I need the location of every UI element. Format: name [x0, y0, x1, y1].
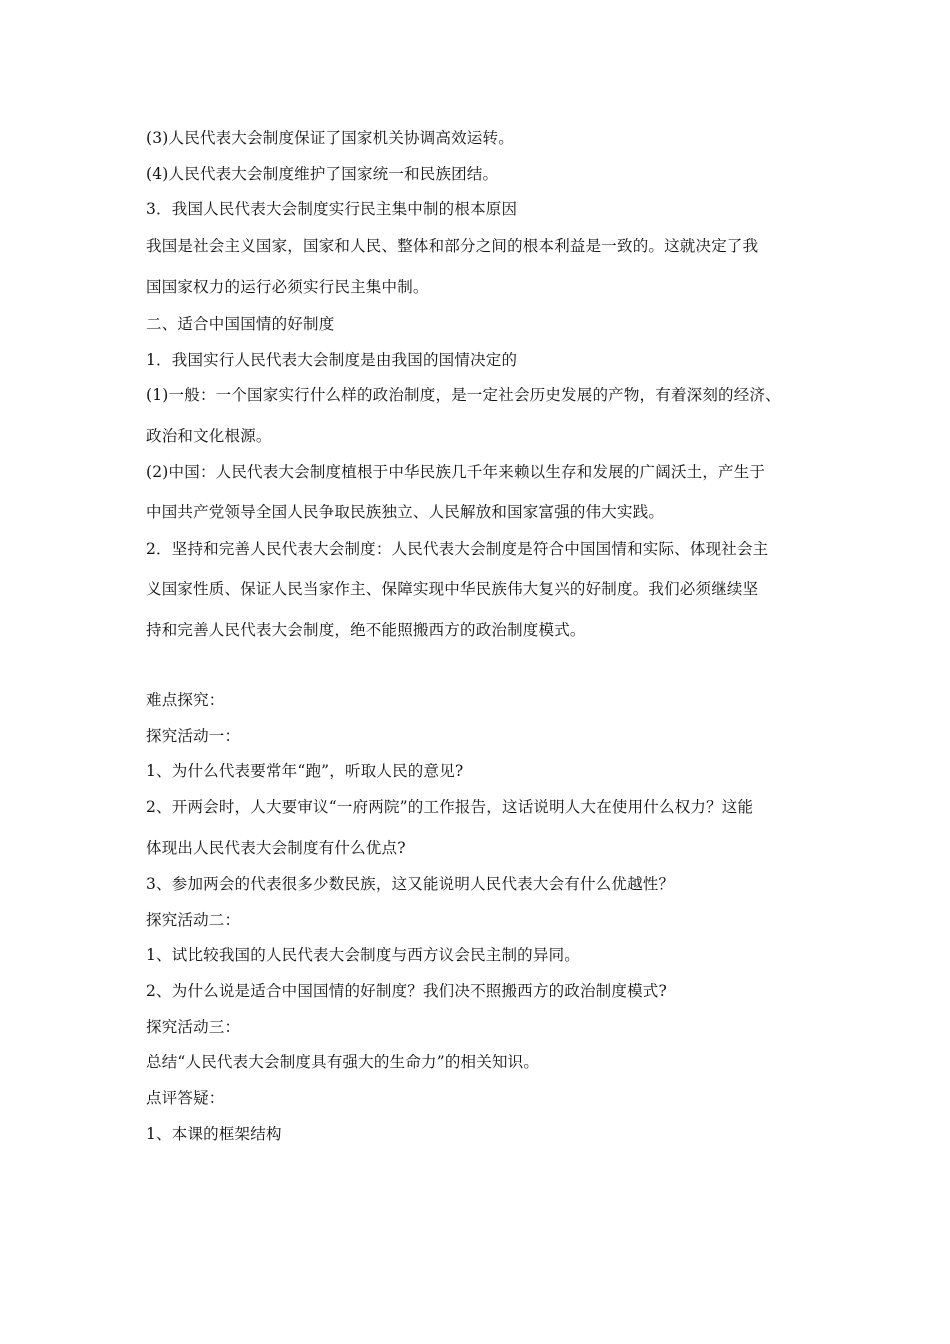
text-line: 3、参加两会的代表很多少数民族，这又能说明人民代表大会有什么优越性？ — [146, 875, 675, 893]
section-heading: 探究活动二： — [146, 911, 241, 929]
section-heading: 探究活动一： — [146, 727, 241, 745]
text-line: 政治和文化根源。 — [146, 427, 272, 445]
text-line: 总结“人民代表大会制度具有强大的生命力”的相关知识。 — [146, 1053, 540, 1071]
section-heading: 探究活动三： — [146, 1018, 241, 1036]
text-line: (1)一般：一个国家实行什么样的政治制度，是一定社会历史发展的产物，有着深刻的经济、 — [146, 386, 781, 404]
text-line: 3．我国人民代表大会制度实行民主集中制的根本原因 — [146, 200, 518, 218]
text-line: 中国共产党领导全国人民争取民族独立、人民解放和国家富强的伟大实践。 — [146, 503, 665, 521]
text-line: 持和完善人民代表大会制度，绝不能照搬西方的政治制度模式。 — [146, 621, 586, 639]
text-line: 1．我国实行人民代表大会制度是由我国的国情决定的 — [146, 351, 518, 369]
text-line: 2．坚持和完善人民代表大会制度：人民代表大会制度是符合中国国情和实际、体现社会主 — [146, 540, 769, 558]
section-heading: 二、适合中国国情的好制度 — [146, 315, 335, 333]
text-line: 1、试比较我国的人民代表大会制度与西方议会民主制的异同。 — [146, 946, 580, 964]
text-line: 1、为什么代表要常年“跑”，听取人民的意见? — [146, 762, 464, 780]
text-line: 国国家权力的运行必须实行民主集中制。 — [146, 278, 429, 296]
text-line: 2、为什么说是适合中国国情的好制度？我们决不照搬西方的政治制度模式? — [146, 982, 667, 1000]
text-line: 义国家性质、保证人民当家作主、保障实现中华民族伟大复兴的好制度。我们必须继续坚 — [146, 580, 759, 598]
text-line: 1、本课的框架结构 — [146, 1125, 282, 1143]
text-line: (4)人民代表大会制度维护了国家统一和民族团结。 — [146, 165, 499, 183]
text-line: (3)人民代表大会制度保证了国家机关协调高效运转。 — [146, 129, 514, 147]
section-heading: 难点探究： — [146, 691, 225, 709]
text-line: 体现出人民代表大会制度有什么优点? — [146, 839, 406, 857]
text-line: (2)中国：人民代表大会制度植根于中华民族几千年来赖以生存和发展的广阔沃土，产生于 — [146, 463, 766, 481]
text-line: 我国是社会主义国家，国家和人民、整体和部分之间的根本利益是一致的。这就决定了我 — [146, 237, 759, 255]
section-heading: 点评答疑： — [146, 1089, 225, 1107]
text-line: 2、开两会时，人大要审议“一府两院”的工作报告，这话说明人大在使用什么权力？这能 — [146, 798, 754, 816]
